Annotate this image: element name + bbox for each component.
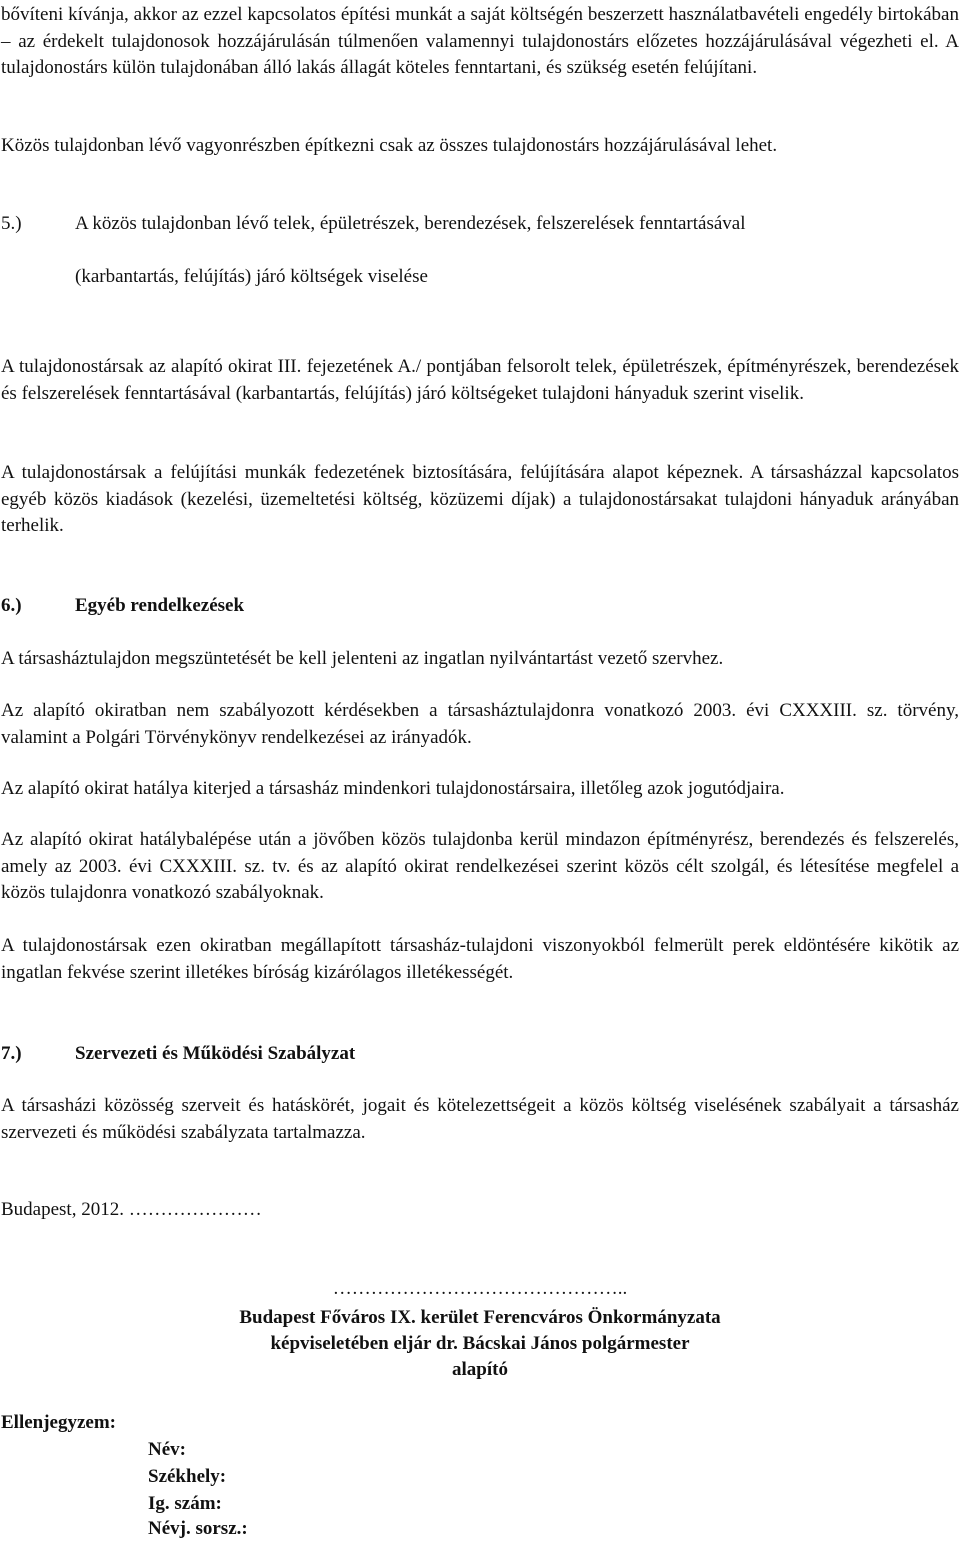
paragraph-renovation-fund: A tulajdonostársak a felújítási munkák fedezetének biztosítására, felújítására alapot képeznek. A társasházzal kapcsolatos egyéb közös kiadások (kezelési, üzemeltetési költség, közüzemi díjak) a tulajdonostársakat tulajdoni hányaduk arányában terhelik. (1, 462, 959, 536)
paragraph-jurisdiction: A tulajdonostársak ezen okiratban megállapított társasház-tulajdoni viszonyokból felmerült perek eldöntésére kikötik az ingatlan fekvése szerint illetékes bíróság kizárólagos illetékességét. (1, 935, 959, 983)
signature-dotted-line: ……………………………………….. (332, 1278, 628, 1299)
countersign-name-label: Név: (148, 1439, 186, 1460)
section-6-title: Egyéb rendelkezések (75, 595, 245, 616)
countersign-reg-label: Névj. sorsz.: (148, 1518, 248, 1539)
countersign-id-label: Ig. szám: (148, 1493, 222, 1514)
paragraph-termination-notice: A társasháztulajdon megszüntetését be kell jelenteni az ingatlan nyilvántartást vezető szervhez. (1, 648, 724, 669)
countersign-label: Ellenjegyzem: (1, 1412, 117, 1433)
signatory-role: alapító (452, 1359, 508, 1380)
signatory-line-1: Budapest Főváros IX. kerület Ferencváros Önkormányzata (239, 1307, 721, 1328)
paragraph-cost-sharing: A tulajdonostársak az alapító okirat III. fejezetének A./ pontjában felsorolt telek, épületrészek, építményrészek, berendezések és felszerelések fenntartásával (karbantartás, felújítás) járó költségeket tulajdoni hányaduk szerint viselik. (1, 356, 959, 404)
paragraph-construction-consent: bővíteni kívánja, akkor az ezzel kapcsolatos építési munkát a saját költségén beszerzett használatbavételi engedély birtokában – az érdekelt tulajdonosok hozzájárulásán túlmenően valamennyi tulajdonostárs előzetes hozzájárulásával végezheti el. A tulajdonostárs külön tulajdonában álló lakás állagát köteles fenntartani, és szükség esetén felújítani. (1, 4, 959, 78)
paragraph-applicable-law: Az alapító okiratban nem szabályozott kérdésekben a társasháztulajdonra vonatkozó 2003. évi CXXXIII. sz. törvény, valamint a Polgári Törvénykönyv rendelkezései az irányadók. (1, 700, 959, 748)
section-7-title: Szervezeti és Működési Szabályzat (75, 1043, 356, 1064)
countersign-seat-label: Székhely: (148, 1466, 227, 1487)
section-6-number: 6.) (1, 595, 22, 616)
section-5-title-line2: (karbantartás, felújítás) járó költségek viselése (75, 266, 428, 287)
section-5-number: 5.) (1, 213, 22, 234)
paragraph-future-common-property: Az alapító okirat hatálybalépése után a jövőben közös tulajdonba kerül mindazon építményrész, berendezés és felszerelés, amely az 2003. évi CXXXIII. sz. tv. és az alapító okirat rendelkezései szerint közös célt szolgál, és létesítése megfelel a közös tulajdonra vonatkozó szabályoknak. (1, 829, 959, 903)
place-and-date: Budapest, 2012. ………………… (1, 1199, 262, 1220)
signatory-line-2: képviseletében eljár dr. Bácskai János polgármester (270, 1333, 690, 1354)
paragraph-scope: Az alapító okirat hatálya kiterjed a társasház mindenkori tulajdonostársaira, illetőleg azok jogutódjaira. (1, 778, 785, 799)
paragraph-common-property-building: Közös tulajdonban lévő vagyonrészben építkezni csak az összes tulajdonostárs hozzájárulásával lehet. (1, 135, 778, 156)
paragraph-rules-of-organization: A társasházi közösség szerveit és hatáskörét, jogait és kötelezettségeit a közös költség viselésének szabályait a társasház szervezeti és működési szabályzata tartalmazza. (1, 1095, 959, 1143)
section-7-number: 7.) (1, 1043, 22, 1064)
section-5-title-line1: A közös tulajdonban lévő telek, épületrészek, berendezések, felszerelések fenntartásával (75, 213, 746, 234)
